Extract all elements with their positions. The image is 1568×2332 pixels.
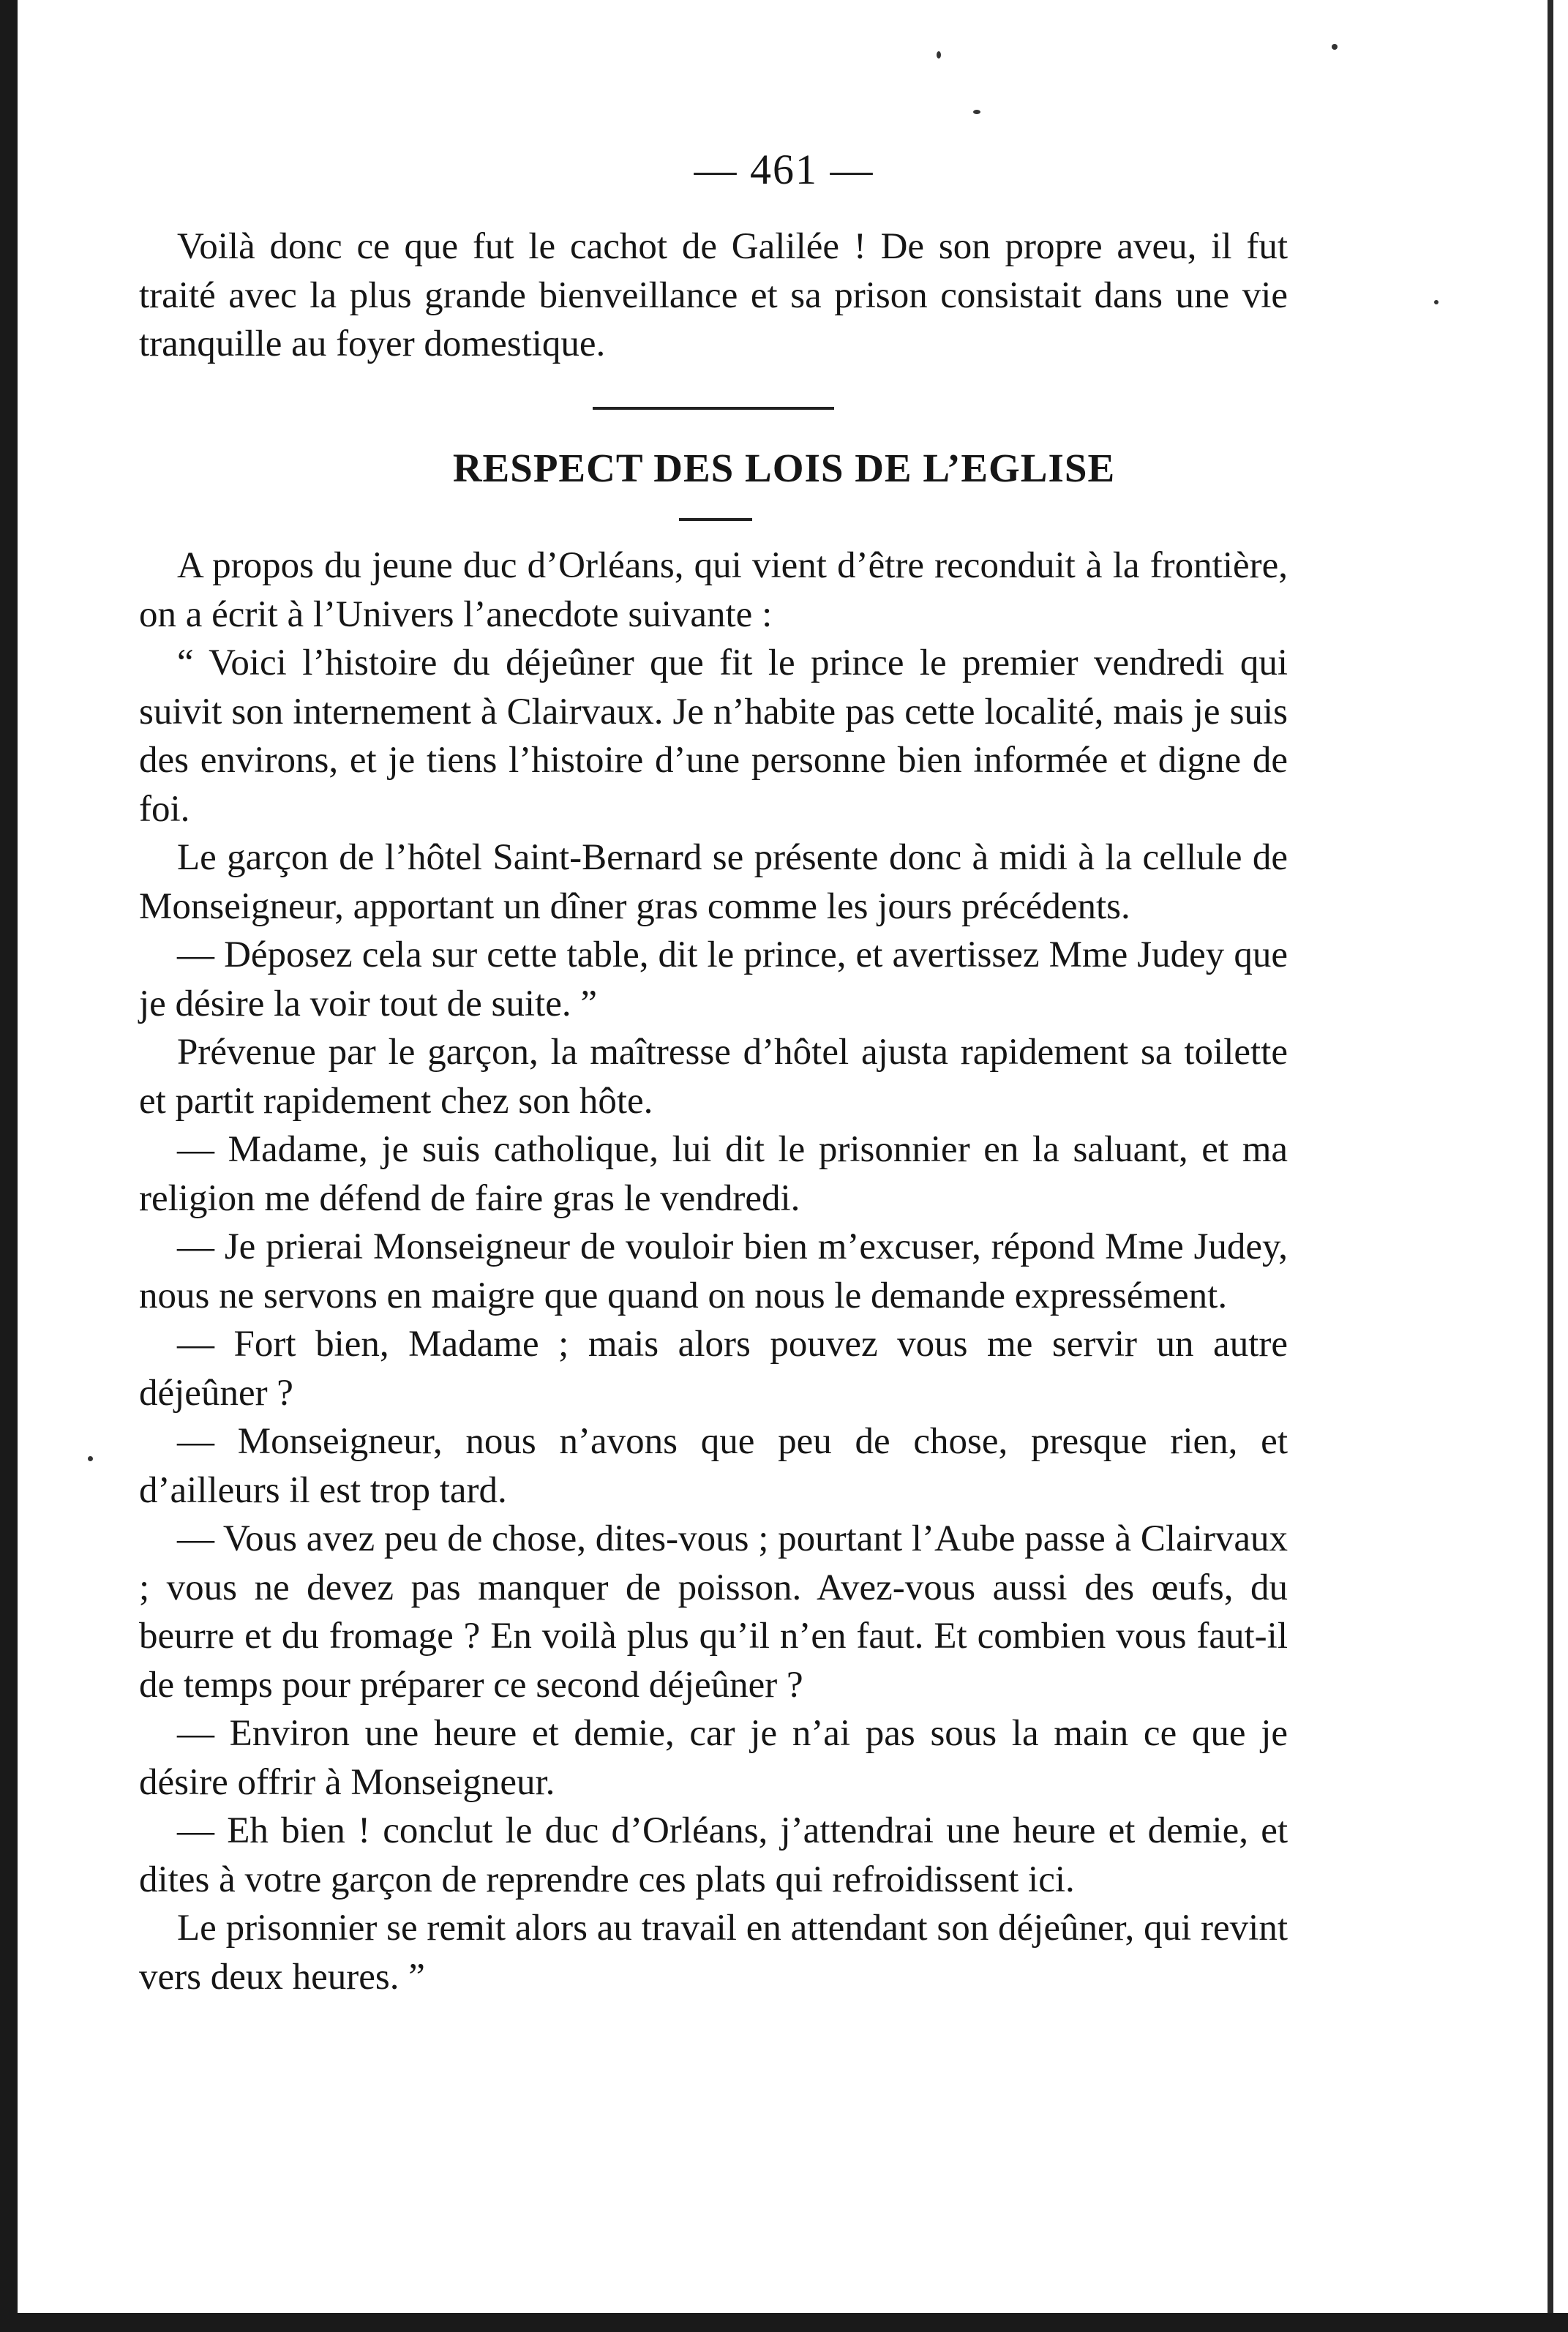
scan-edge-right — [1548, 0, 1553, 2332]
article-paragraph: Le garçon de l’hôtel Saint-Bernard se présente donc à midi à la cellule de Monseigneur, apportant un dîner gras comme les jours précédents. — [139, 837, 1288, 927]
scan-speck — [88, 1456, 93, 1461]
article-paragraph: — Vous avez peu de chose, dites-vous ; pourtant l’Aube passe à Clairvaux ; vous ne devez pas manquer de poisson. Avez-vous aussi des œufs, du beurre et du fromage ? En voilà plus qu’il n’en faut. Et combien vous faut-il de temps pour préparer ce second déjeûner ? — [139, 1518, 1288, 1706]
article-paragraph: — Déposez cela sur cette table, dit le prince, et avertissez Mme Judey que je désire la voir tout de suite. ” — [139, 934, 1288, 1024]
scan-edge-left — [0, 0, 18, 2332]
scan-speck — [973, 110, 980, 114]
scan-speck — [1434, 300, 1438, 304]
article-paragraph: “ Voici l’histoire du déjeûner que fit le prince le premier vendredi qui suivit son internement à Clairvaux. Je n’habite pas cette localité, mais je suis des environs, et je tiens l’histoire d’une personne bien informée et digne de foi. — [139, 642, 1288, 830]
section-divider-rule — [593, 407, 834, 410]
article-paragraph: — Environ une heure et demie, car je n’ai pas sous la main ce que je désire offrir à Monseigneur. — [139, 1713, 1288, 1803]
intro-block — [139, 222, 1288, 369]
article-paragraph: — Je prierai Monseigneur de vouloir bien m’excuser, répond Mme Judey, nous ne servons en maigre que quand on nous le demande expressément. — [139, 1226, 1288, 1316]
article-body — [139, 541, 1288, 2001]
article-paragraph: A propos du jeune duc d’Orléans, qui vient d’être reconduit à la frontière, on a écrit à l’Univers l’anecdote suivante : — [139, 545, 1288, 635]
article-paragraph: Prévenue par le garçon, la maîtresse d’hôtel ajusta rapidement sa toilette et partit rapidement chez son hôte. — [139, 1032, 1288, 1122]
article-paragraph: — Fort bien, Madame ; mais alors pouvez vous me servir un autre déjeûner ? — [139, 1324, 1288, 1414]
page-number: — 461 — — [694, 146, 874, 193]
article-paragraph: — Eh bien ! conclut le duc d’Orléans, j’attendrai une heure et demie, et dites à votre garçon de reprendre ces plats qui refroidissent ici. — [139, 1810, 1288, 1900]
intro-paragraph: Voilà donc ce que fut le cachot de Galilée ! De son propre aveu, il fut traité avec la plus grande bienveillance et sa prison consistait dans une vie tranquille au foyer domestique. — [139, 226, 1288, 364]
article-paragraph: — Madame, je suis catholique, lui dit le prisonnier en la saluant, et ma religion me défend de faire gras le vendredi. — [139, 1129, 1288, 1219]
scan-edge-bottom — [0, 2313, 1568, 2332]
article-paragraph: — Monseigneur, nous n’avons que peu de chose, presque rien, et d’ailleurs il est trop tard. — [139, 1421, 1288, 1511]
heading-underline-rule — [679, 518, 752, 521]
scan-speck — [1332, 44, 1338, 50]
section-heading: RESPECT DES LOIS DE L’EGLISE — [452, 446, 1116, 490]
scan-speck — [937, 51, 941, 59]
article-paragraph: Le prisonnier se remit alors au travail en attendant son déjeûner, qui revint vers deux heures. ” — [139, 1908, 1288, 1998]
